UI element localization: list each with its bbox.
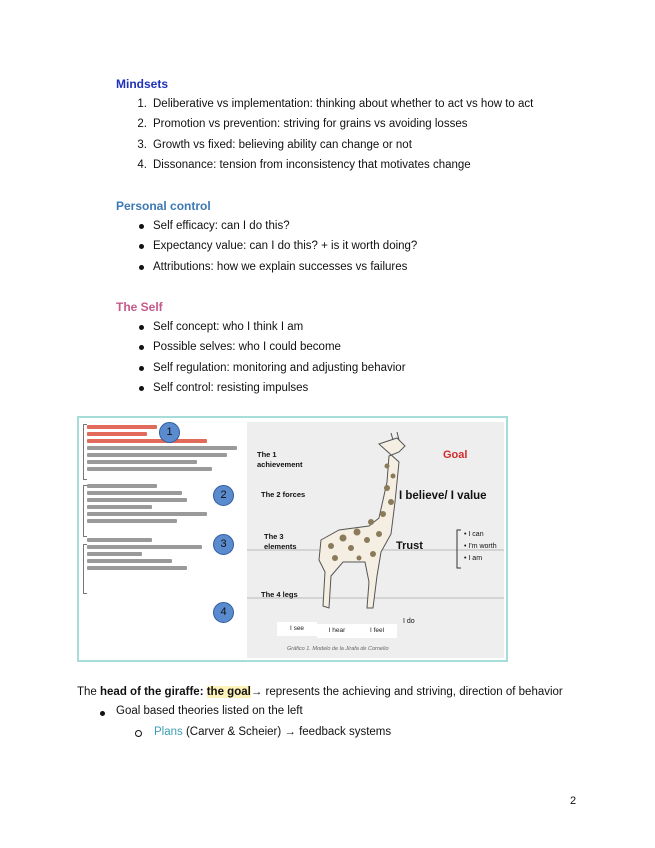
giraffe-model-figure	[77, 416, 508, 662]
bullet-icon	[139, 345, 144, 350]
bullet-imworth: • I'm worth	[464, 543, 497, 550]
the-self-item: Self regulation: monitoring and adjusting behavior	[135, 358, 406, 378]
bullet-ican: • I can	[464, 531, 484, 538]
the-self-item: Self control: resisting impulses	[135, 378, 406, 398]
plans-sub-bullet: Plans (Carver & Scheier) → feedback systems	[134, 726, 391, 738]
ido-label: I do	[403, 618, 415, 625]
leg-hear: I hear	[317, 624, 357, 638]
mindsets-item: 3. Growth vs fixed: believing ability can change or not	[137, 138, 412, 151]
personal-control-item: Expectancy value: can I do this? + is it worth doing?	[135, 236, 417, 256]
label-elements: The 3 elements	[264, 532, 297, 551]
plans-link[interactable]: Plans	[154, 726, 183, 738]
the-self-list	[135, 317, 406, 398]
personal-control-heading: Personal control	[116, 199, 211, 213]
personal-control-item: Attributions: how we explain successes vs failures	[135, 257, 417, 277]
personal-control-list	[135, 216, 417, 277]
badge-3: 3	[213, 534, 234, 555]
trust-label: Trust	[396, 540, 423, 552]
badge-1: 1	[159, 422, 180, 443]
badge-2: 2	[213, 485, 234, 506]
bullet-icon	[139, 386, 144, 391]
leg-see: I see	[277, 622, 317, 636]
figure-caption: Gráfico 1. Modelo de la Jirafa de Cornelio	[287, 646, 389, 652]
badge-4: 4	[213, 602, 234, 623]
bullet-icon	[139, 325, 144, 330]
leg-feel: I feel	[357, 624, 397, 638]
bullet-icon	[139, 244, 144, 249]
mindsets-item: 4. Dissonance: tension from inconsistency that motivates change	[137, 158, 471, 171]
label-forces: The 2 forces	[261, 490, 306, 499]
bullet-icon	[100, 711, 105, 716]
label-legs: The 4 legs	[261, 590, 298, 599]
bullet-iam: • I am	[464, 555, 483, 562]
bullet-icon	[139, 224, 144, 229]
mindsets-list	[135, 94, 533, 175]
goal-label: Goal	[443, 449, 468, 461]
bullet-icon	[139, 265, 144, 270]
mindsets-item: 2. Promotion vs prevention: striving for grains vs avoiding losses	[137, 118, 468, 131]
mindsets-item: 1. Deliberative vs implementation: thinking about whether to act vs how to act	[137, 98, 534, 110]
the-self-item: Possible selves: who I could become	[135, 337, 406, 357]
label-achievement: The 1 achievement	[257, 450, 303, 469]
the-self-heading: The Self	[116, 300, 163, 314]
believe-label: I believe/ I value	[399, 490, 487, 502]
giraffe-head-paragraph: The head of the giraffe: the goal→ represents the achieving and striving, direction of behavior	[77, 686, 563, 698]
bullet-icon	[139, 366, 144, 371]
personal-control-item: Self efficacy: can I do this?	[135, 216, 417, 236]
goal-theories-bullet: Goal based theories listed on the left	[98, 705, 303, 717]
mindsets-heading: Mindsets	[116, 77, 169, 91]
hollow-bullet-icon	[135, 730, 142, 737]
giraffe-diagram	[166, 422, 504, 658]
page-number: 2	[570, 795, 577, 807]
the-self-item: Self concept: who I think I am	[135, 317, 406, 337]
